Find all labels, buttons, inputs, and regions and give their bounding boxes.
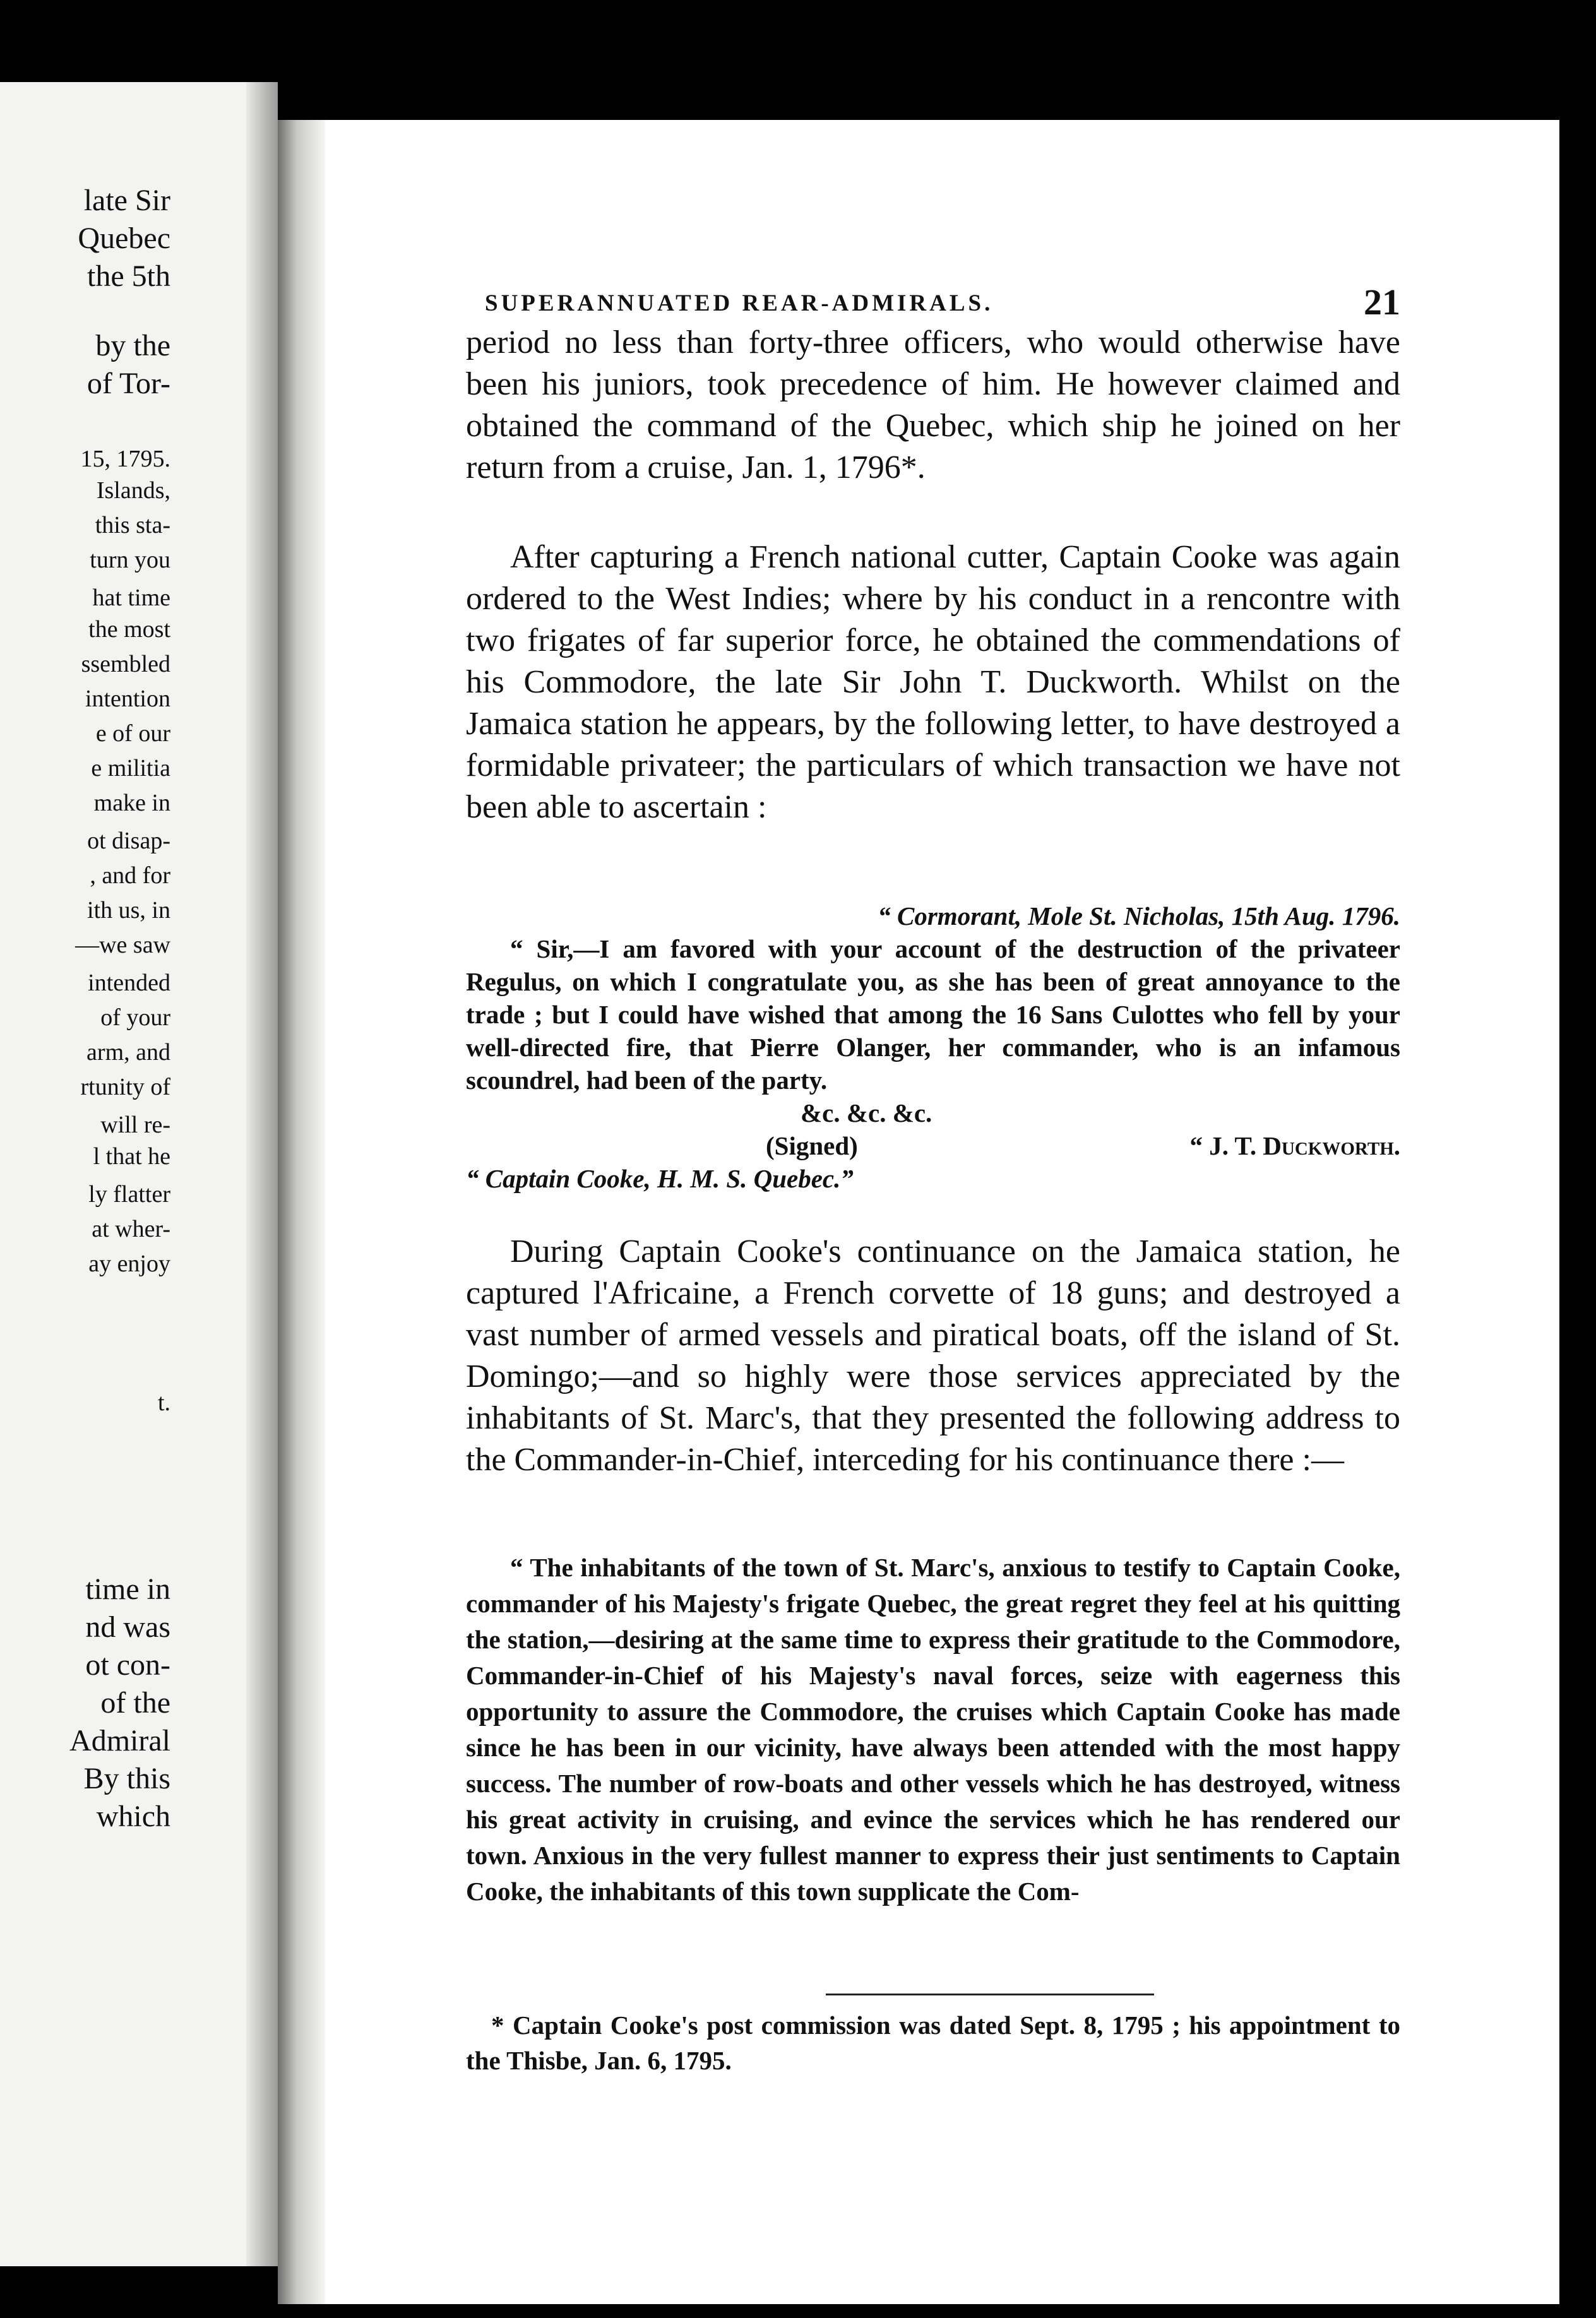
paragraph-1-text: period no less than forty-three officers, who would otherwise have been his juniors, took precedence of him. He however claimed and obtained the command of the Quebec, which ship he joined on her return from a cruise, Jan. 1, 1796*. [466,324,1400,485]
previous-page-line: intended [88,970,170,996]
previous-page-line: ssembled [81,651,170,677]
previous-page-line: by the [95,329,170,362]
previous-page-line: t. [157,1389,170,1416]
previous-page-line: of Tor- [86,367,170,400]
previous-page-line: —we saw [75,932,170,958]
previous-page-line: arm, and [86,1039,170,1066]
previous-page-line: l that he [93,1143,170,1170]
letter-dateline: “ Cormorant, Mole St. Nicholas, 15th Aug. 1796. [878,901,1400,930]
previous-page-line: By this [83,1762,170,1795]
previous-page-line: late Sir [83,184,170,217]
previous-page-line: the most [88,616,170,643]
previous-page-line: at wher- [92,1216,170,1242]
previous-page-line: will re- [100,1112,170,1138]
previous-page-line: 15, 1795. [80,446,170,472]
previous-page-line: ly flatter [88,1181,170,1208]
quoted-address [466,1550,1400,1910]
previous-page-line: Admiral [69,1724,170,1757]
previous-page-line: Quebec [78,222,170,255]
previous-page-line: hat time [92,585,170,611]
previous-page-line: , and for [90,862,170,889]
letter-etc: &c. &c. &c. [801,1098,932,1127]
page-gutter-shadow [246,82,278,2266]
paragraph-3-text: During Captain Cooke's continuance on the Jamaica station, he captured l'Africaine, a French corvette of 18 guns; and destroyed a vast number of armed vessels and piratical boats, off the island of St. Domingo;—and so highly were those services appreciated by the inhabitants of St. Marc's, that they presented the following address to the Commander-in-Chief, interceding for his continuance there :— [466,1233,1400,1478]
previous-page-line: this sta- [95,512,170,538]
previous-page-line: of your [100,1004,170,1031]
quoted-letter [466,900,1400,1195]
previous-page-fragment [0,82,278,2266]
paragraph-3 [466,1231,1400,1481]
address-body: “ The inhabitants of the town of St. Marc's, anxious to testify to Captain Cooke, commander of his Majesty's frigate Quebec, the great regret they feel at his quitting the station,—desiring at the same time to express their gratitude to the Commodore, Commander-in-Chief of his Majesty's naval forces, seize with eagerness this opportunity to assure the Commodore, the cruises which Captain Cooke has made since he has been in our vicinity, have always been attended with the most happy success. The number of row-boats and other vessels which he has destroyed, witness his great activity in cruising, and evince the services which he has rendered our town. Anxious in the very fullest manner to express their just sentiments to Captain Cooke, the inhabitants of this town supplicate the Com- [466,1553,1400,1906]
letter-signed: (Signed) [766,1131,858,1160]
footnote [466,2007,1400,2078]
previous-page-line: nd was [85,1610,170,1644]
current-page [278,120,1559,2304]
previous-page-line: which [96,1800,170,1833]
page-gutter-shadow [278,120,325,2304]
previous-page-line: ot disap- [87,828,170,854]
previous-page-line: ot con- [85,1648,170,1682]
letter-addressee: “ Captain Cooke, H. M. S. Quebec.” [466,1164,854,1193]
previous-page-line: the 5th [87,259,170,293]
paragraph-2-text: After capturing a French national cutter, Captain Cooke was again ordered to the West Indies; where by his conduct in a rencontre with two frigates of far superior force, he obtained the commendations of his Commodore, the late Sir John T. Duckworth. Whilst on the Jamaica station he appears, by the following letter, to have destroyed a formidable privateer; the particulars of which transaction we have not been able to ascertain : [466,539,1400,825]
previous-page-line: make in [93,790,170,816]
previous-page-line: of the [100,1686,170,1720]
letter-signature-line [466,1129,1400,1162]
previous-page-line: Islands, [96,477,170,504]
previous-page-line: rtunity of [80,1074,170,1100]
running-header [466,281,1400,325]
previous-page-line: e militia [91,755,170,782]
previous-page-line: time in [85,1572,170,1606]
running-title: SUPERANNUATED REAR-ADMIRALS. [485,290,994,316]
previous-page-line: intention [85,686,170,712]
previous-page-line: ith us, in [87,897,170,924]
previous-page-line: e of our [95,720,170,747]
letter-body: “ Sir,—I am favored with your account of the destruction of the privateer Regulus, on which I congratulate you, as she has been of great annoyance to the trade ; but I could have wished that among the 16 Sans Culottes who fell by your well-directed fire, that Pierre Olanger, her commander, who is an infamous scoundrel, had been of the party. [466,934,1400,1095]
paragraph-1 [466,322,1400,489]
paragraph-2 [466,537,1400,828]
footnote-text: * Captain Cooke's post commission was dated Sept. 8, 1795 ; his appointment to the Thisbe, Jan. 6, 1795. [466,2011,1400,2075]
previous-page-line: ay enjoy [88,1251,170,1277]
previous-page-line: turn you [90,547,170,573]
footnote-rule [826,1994,1154,1995]
letter-signature: “ J. T. Duckworth. [1189,1131,1400,1160]
page-number: 21 [1364,282,1400,323]
